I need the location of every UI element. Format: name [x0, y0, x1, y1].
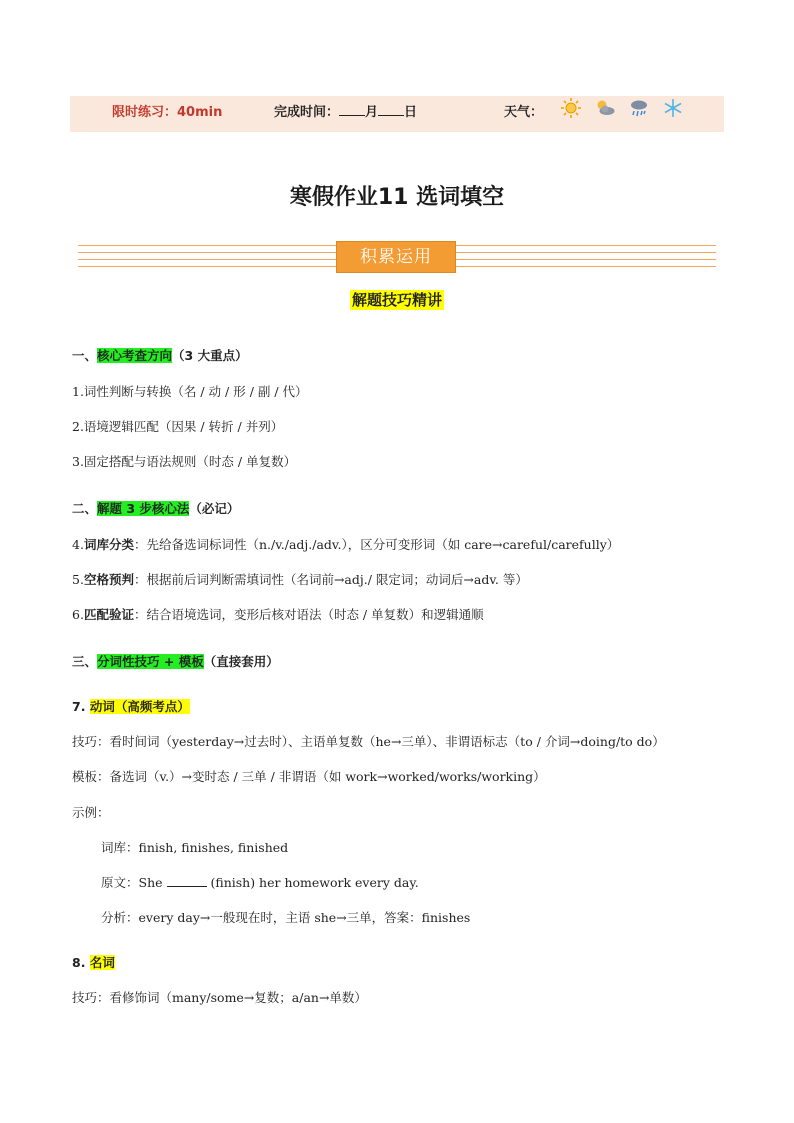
example-source	[101, 873, 419, 891]
list-item: 3.固定搭配与语法规则（时态 / 单复数）	[72, 454, 297, 469]
month-blank[interactable]	[339, 103, 365, 116]
item-key: 空格预判	[83, 572, 134, 587]
heading-highlight: 解题 3 步核心法	[97, 501, 190, 516]
heading-suffix: （3 大重点）	[172, 348, 248, 363]
cloudy-icon[interactable]	[594, 97, 616, 119]
section-heading-2	[72, 499, 239, 517]
month-label: 月	[365, 105, 379, 120]
item-text: ：先给备选词标词性（n./v./adj./adv.），区分可变形词（如 care→careful/carefully）	[133, 537, 620, 552]
item-key: 词库分类	[83, 537, 134, 552]
heading-suffix: （必记）	[189, 501, 240, 516]
subtitle-text: 解题技巧精讲	[351, 291, 442, 309]
item-number: 8.	[72, 955, 86, 970]
section-badge: 积累运用	[336, 241, 456, 273]
heading-suffix: （直接套用）	[203, 654, 279, 669]
list-item	[72, 605, 484, 623]
heading-highlight: 分词性技巧 + 模板	[97, 654, 204, 669]
heading-prefix: 一、	[72, 348, 98, 363]
section-divider	[78, 241, 716, 273]
source-text: 原文：She	[101, 875, 167, 890]
heading-prefix: 二、	[72, 501, 98, 516]
heading-highlight: 核心考查方向	[97, 348, 173, 363]
item-number: 7.	[72, 699, 86, 714]
item-number: 6.	[72, 607, 84, 622]
source-text: (finish) her homework every day.	[206, 875, 419, 890]
subheading-verb	[72, 697, 190, 715]
example-word-bank: 词库：finish, finishes, finished	[101, 840, 289, 855]
list-item	[72, 535, 619, 553]
item-text: ：根据前后词判断需填词性（名词前→adj./ 限定词；动词后→adv. 等）	[133, 572, 528, 587]
subtitle	[0, 289, 794, 310]
subheading-noun	[72, 953, 115, 971]
header-bar	[70, 96, 724, 132]
list-item	[72, 570, 528, 588]
item-number: 4.	[72, 537, 84, 552]
item-number: 5.	[72, 572, 84, 587]
completion-time	[274, 101, 417, 120]
rain-icon[interactable]	[628, 97, 650, 119]
subheading-highlight: 动词（高频考点）	[89, 699, 190, 714]
section-heading-1	[72, 346, 248, 364]
weather-label: 天气：	[504, 105, 544, 120]
item-key: 匹配验证	[83, 607, 134, 622]
completion-label: 完成时间：	[274, 105, 340, 120]
list-item: 2.语境逻辑匹配（因果 / 转折 / 并列）	[72, 419, 284, 434]
sun-icon[interactable]	[560, 97, 582, 119]
example-analysis: 分析：every day→一般现在时，主语 she→三单，答案：finishes	[101, 910, 471, 925]
tip-text: 技巧：看修饰词（many/some→复数；a/an→单数）	[72, 990, 367, 1005]
section-heading-3	[72, 652, 279, 670]
item-text: ：结合语境选词，变形后核对语法（时态 / 单复数）和逻辑通顺	[133, 607, 484, 622]
timed-practice-label: 限时练习：40min	[112, 105, 223, 120]
day-label: 日	[404, 105, 418, 120]
tip-text: 技巧：看时间词（yesterday→过去时）、主语单复数（he→三单）、非谓语标志（to / 介词→doing/to do）	[72, 734, 665, 749]
heading-prefix: 三、	[72, 654, 98, 669]
subheading-highlight: 名词	[89, 955, 115, 970]
list-item: 1.词性判断与转换（名 / 动 / 形 / 副 / 代）	[72, 384, 308, 399]
template-text: 模板：备选词（v.）→变时态 / 三单 / 非谓语（如 work→worked/works/working）	[72, 769, 546, 784]
page-title: 寒假作业11 选词填空	[289, 185, 505, 210]
example-label: 示例：	[72, 805, 110, 820]
answer-blank[interactable]	[167, 875, 207, 887]
snow-icon[interactable]	[662, 97, 684, 119]
day-blank[interactable]	[378, 103, 404, 116]
weather-icons	[560, 96, 684, 120]
